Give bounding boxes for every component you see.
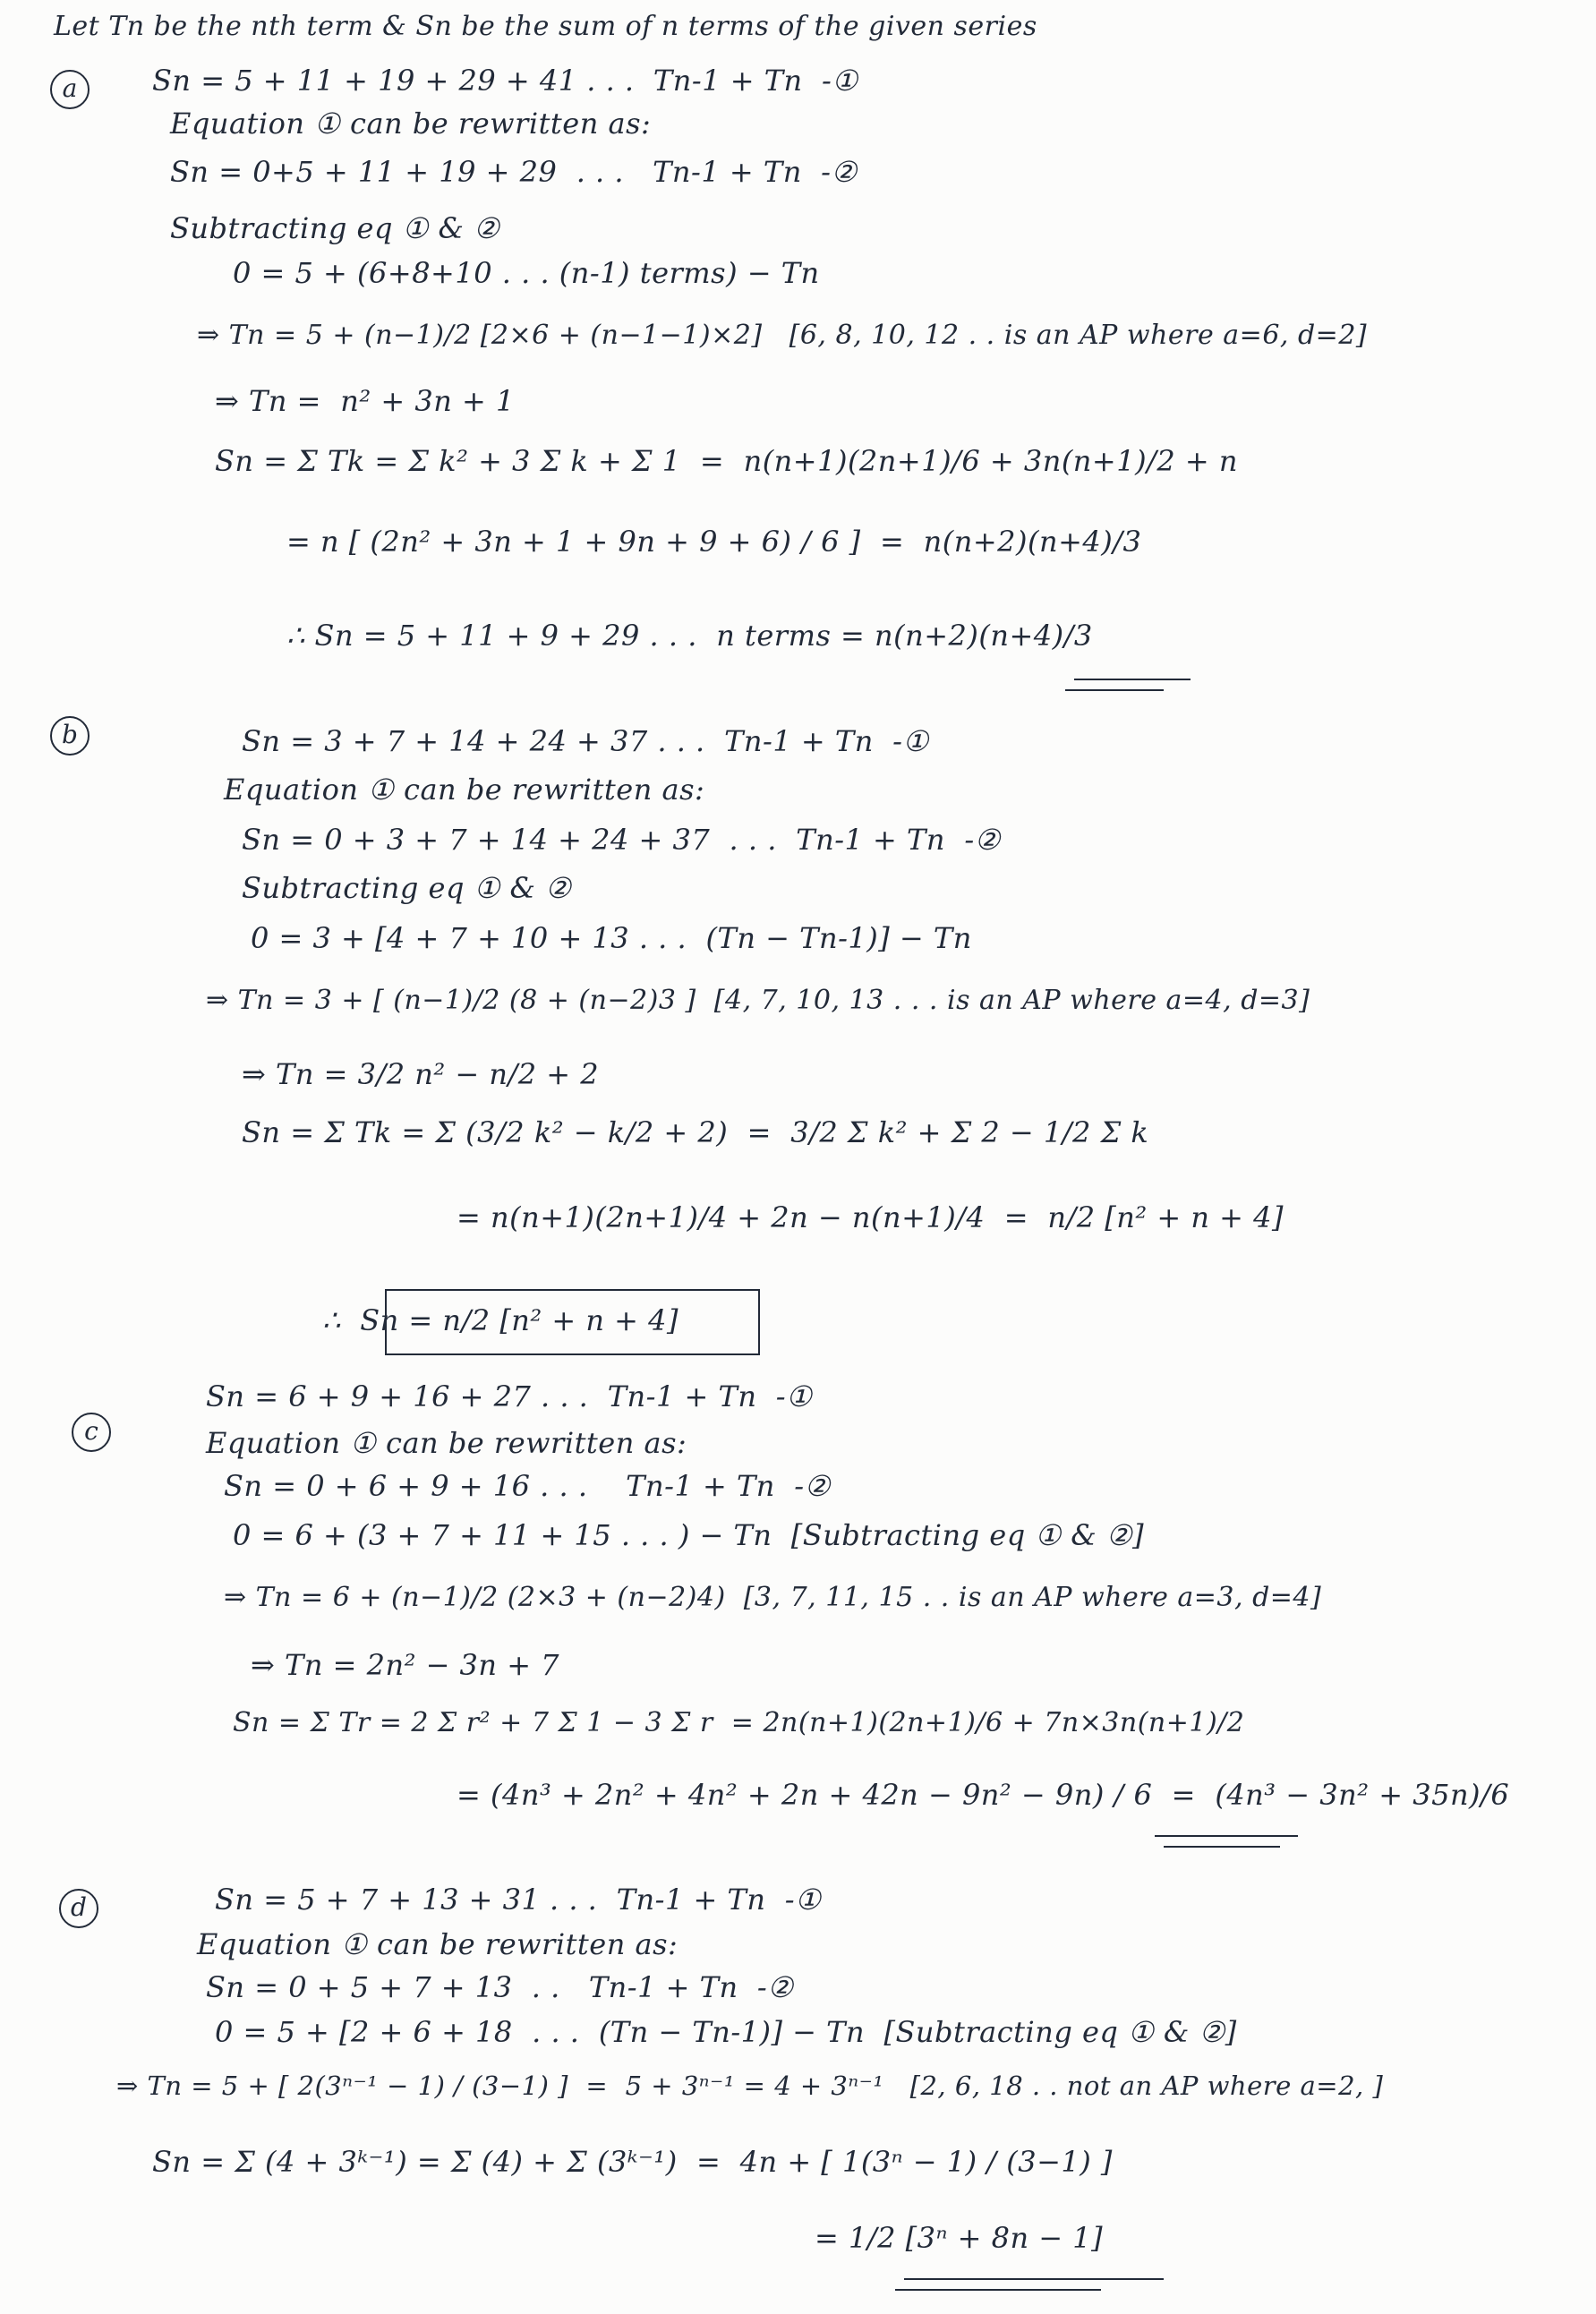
d-line-4: 0 = 5 + [2 + 6 + 18 . . . (Tn − Tn-1)] − Tn [Subtracting eq ① & ②] <box>215 2015 1237 2049</box>
c-answer-underline-2 <box>1164 1846 1280 1848</box>
d-line-3: Sn = 0 + 5 + 7 + 13 . . Tn-1 + Tn -② <box>206 1970 794 2004</box>
b-line-4: Subtracting eq ① & ② <box>242 871 572 905</box>
b-line-3: Sn = 0 + 3 + 7 + 14 + 24 + 37 . . . Tn-1 + Tn -② <box>242 823 1001 857</box>
b-line-5: 0 = 3 + [4 + 7 + 10 + 13 . . . (Tn − Tn-1)] − Tn <box>251 921 972 955</box>
d-line-6: Sn = Σ (4 + 3ᵏ⁻¹) = Σ (4) + Σ (3ᵏ⁻¹) = 4n + [ 1(3ⁿ − 1) / (3−1) ] <box>152 2145 1113 2179</box>
a-line-6: ⇒ Tn = 5 + (n−1)/2 [2×6 + (n−1−1)×2] [6, 8, 10, 12 . . is an AP where a=6, d=2] <box>197 320 1368 351</box>
a-line-2: Equation ① can be rewritten as: <box>170 107 652 141</box>
c-line-8: = (4n³ + 2n² + 4n² + 2n + 42n − 9n² − 9n) / 6 = (4n³ − 3n² + 35n)/6 <box>457 1778 1510 1812</box>
a-answer-underline <box>1074 679 1191 680</box>
b-line-9: = n(n+1)(2n+1)/4 + 2n − n(n+1)/4 = n/2 [n² + n + 4] <box>457 1200 1284 1234</box>
b-line-7: ⇒ Tn = 3/2 n² − n/2 + 2 <box>242 1057 600 1091</box>
d-line-7: = 1/2 [3ⁿ + 8n − 1] <box>815 2221 1104 2255</box>
section-label-a: a <box>50 70 90 109</box>
d-answer-underline-2 <box>895 2289 1101 2291</box>
d-line-2: Equation ① can be rewritten as: <box>197 1927 679 1961</box>
section-label-c: c <box>72 1413 111 1452</box>
d-line-5: ⇒ Tn = 5 + [ 2(3ⁿ⁻¹ − 1) / (3−1) ] = 5 + 3ⁿ⁻¹ = 4 + 3ⁿ⁻¹ [2, 6, 18 . . not an AP where a=2, ] <box>116 2071 1384 2101</box>
c-line-1: Sn = 6 + 9 + 16 + 27 . . . Tn-1 + Tn -① <box>206 1379 813 1413</box>
b-line-1: Sn = 3 + 7 + 14 + 24 + 37 . . . Tn-1 + Tn -① <box>242 724 929 758</box>
b-line-8: Sn = Σ Tk = Σ (3/2 k² − k/2 + 2) = 3/2 Σ k² + Σ 2 − 1/2 Σ k <box>242 1115 1149 1149</box>
a-line-5: 0 = 5 + (6+8+10 . . . (n-1) terms) − Tn <box>233 256 820 290</box>
c-line-3: Sn = 0 + 6 + 9 + 16 . . . Tn-1 + Tn -② <box>224 1469 831 1503</box>
a-answer-underline-2 <box>1065 689 1164 691</box>
a-line-1: Sn = 5 + 11 + 19 + 29 + 41 . . . Tn-1 + Tn -① <box>152 64 858 98</box>
a-line-4: Subtracting eq ① & ② <box>170 211 500 245</box>
c-line-6: ⇒ Tn = 2n² − 3n + 7 <box>251 1648 560 1682</box>
c-line-4: 0 = 6 + (3 + 7 + 11 + 15 . . . ) − Tn [Subtracting eq ① & ②] <box>233 1518 1145 1552</box>
a-line-9: = n [ (2n² + 3n + 1 + 9n + 9 + 6) / 6 ] = n(n+2)(n+4)/3 <box>286 525 1142 559</box>
a-line-8: Sn = Σ Tk = Σ k² + 3 Σ k + Σ 1 = n(n+1)(2n+1)/6 + 3n(n+1)/2 + n <box>215 444 1238 478</box>
b-line-2: Equation ① can be rewritten as: <box>224 773 705 807</box>
a-line-10: ∴ Sn = 5 + 11 + 9 + 29 . . . n terms = n(n+2)(n+4)/3 <box>286 619 1093 653</box>
a-line-3: Sn = 0+5 + 11 + 19 + 29 . . . Tn-1 + Tn -② <box>170 155 858 189</box>
section-label-d: d <box>59 1889 98 1928</box>
c-line-2: Equation ① can be rewritten as: <box>206 1426 687 1460</box>
d-line-1: Sn = 5 + 7 + 13 + 31 . . . Tn-1 + Tn -① <box>215 1883 822 1917</box>
c-answer-underline <box>1155 1835 1298 1837</box>
b-line-10: ∴ Sn = n/2 [n² + n + 4] <box>322 1303 679 1337</box>
b-line-6: ⇒ Tn = 3 + [ (n−1)/2 (8 + (n−2)3 ] [4, 7, 10, 13 . . . is an AP where a=4, d=3] <box>206 985 1310 1016</box>
a-line-7: ⇒ Tn = n² + 3n + 1 <box>215 384 515 418</box>
section-label-b: b <box>50 716 90 756</box>
c-line-5: ⇒ Tn = 6 + (n−1)/2 (2×3 + (n−2)4) [3, 7, 11, 15 . . is an AP where a=3, d=4] <box>224 1582 1322 1613</box>
header-line: Let Tn be the nth term & Sn be the sum of n terms of the given series <box>54 11 1037 42</box>
c-line-7: Sn = Σ Tr = 2 Σ r² + 7 Σ 1 − 3 Σ r = 2n(n+1)(2n+1)/6 + 7n×3n(n+1)/2 <box>233 1707 1245 1738</box>
d-answer-underline <box>904 2278 1164 2280</box>
